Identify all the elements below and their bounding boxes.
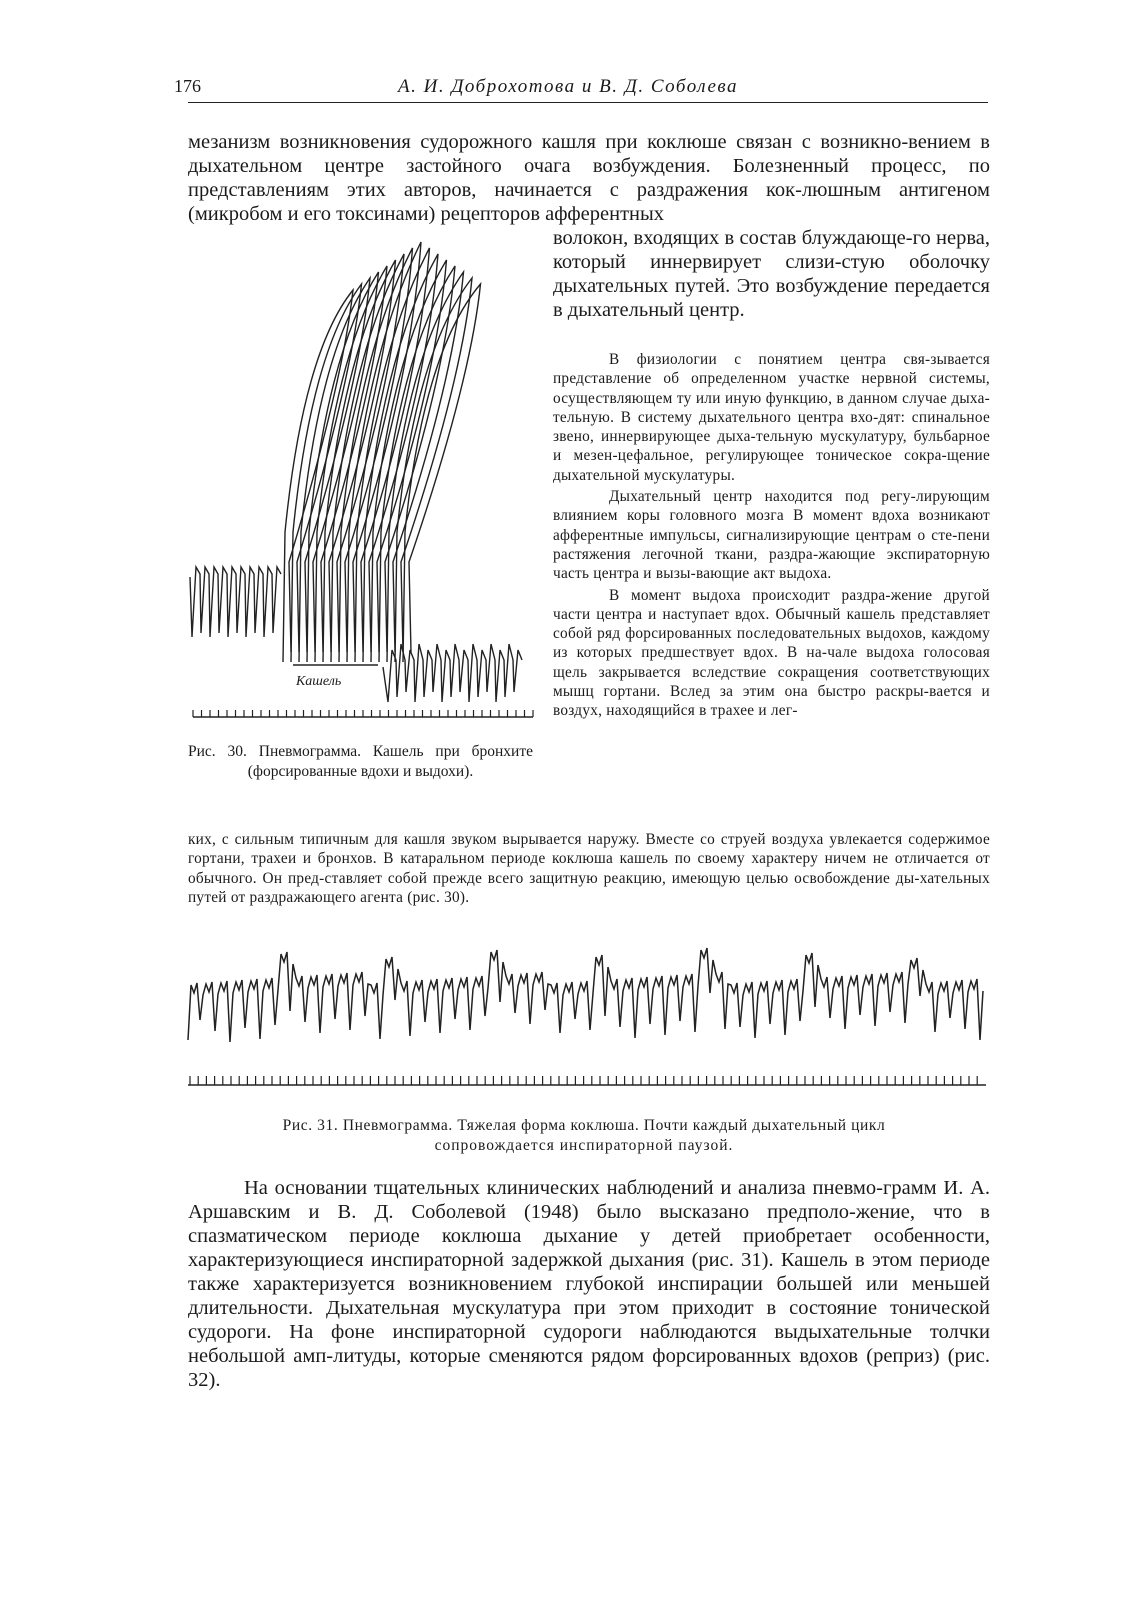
cough-label: Кашель [296, 674, 342, 689]
figure-31 [186, 930, 990, 1090]
page-number: 176 [174, 76, 201, 96]
figure-31-caption [176, 1116, 992, 1155]
small-paragraph-2: Дыхательный центр находится под регу-лирующим влиянием коры головного мозга В момент вдоха возникают афферентные импульсы, сигнализирующие центрам о сте-пени растяжения легочной ткани, раздра-жающие экспираторную часть центра и вызы-вающие акт выдоха. [553, 488, 990, 583]
small-paragraph-3: В момент выдоха происходит раздра-жение другой части центра и наступает вдох. Обычный кашель представляет собой ряд форсированных последовательных выдохов, каждому из которых предшествует вдох. В на-чале выдоха голосовая щель закрывается вследствие сокращения соответствующих мышц гортани. Вслед за этим она быстро раскры-вается и воздух, находящийся в трахее и лег- [553, 586, 990, 720]
pneumogram-30 [188, 232, 538, 732]
figure-31-caption-line-1: Рис. 31. Пневмограмма. Тяжелая форма коклюша. Почти каждый дыхательный цикл [282, 1117, 886, 1134]
running-header [174, 74, 988, 103]
right-column-small-text [553, 350, 990, 721]
intro-continuation: волокон, входящих в состав блуждающе-го нерва, который иннервирует слизи-стую оболочку дыхательных путей. Это возбуждение передается в дыхательный центр. [553, 227, 990, 321]
intro-paragraph: мезанизм возникновения судорожного кашля при коклюше связан с возникно-вением в дыхательном центре застойного очага возбуждения. Болезненный процесс, по представлениям этих авторов, начинается с раздражения кок-люшным антигеном (микробом и его токсинами) рецепторов афферентных [188, 131, 990, 225]
small-continuation: ких, с сильным типичным для кашля звуком вырывается наружу. Вместе со струей воздуха увлекается содержимое гортани, трахеи и бронхов. В катаральном периоде коклюша кашель по своему характеру ничем не отличается от обычного. Он пред-ставляет собой прежде всего защитную реакцию, имеющую целью освобождение ды-хательных путей от раздражающего агента (рис. 30). [188, 831, 990, 906]
figure-30 [188, 232, 538, 732]
figure-31-caption-line-2: сопровождается инспираторной паузой. [434, 1136, 734, 1154]
final-paragraph: На основании тщательных клинических наблюдений и анализа пневмо-грамм И. А. Аршавским и В. Д. Соболевой (1948) было высказано предполо-жение, что в спазматическом периоде коклюша дыхание у детей приобретает особенности, характеризующиеся инспираторной задержкой дыхания (рис. 31). Кашель в этом периоде также характеризуется возникновением глубокой инспирации большей или меньшей длительности. Дыхательная мускулатура при этом приходит в состояние тонической судороги. На фоне инспираторной судороги наблюдаются выдыхательные толчки небольшой амп-литуды, которые сменяются рядом форсированных вдохов (реприз) (рис. 32). [188, 1177, 990, 1391]
pneumogram-31 [186, 930, 990, 1090]
running-title: А. И. Доброхотова и В. Д. Соболева [398, 76, 739, 97]
figure-30-caption: Рис. 30. Пневмограмма. Кашель при бронхите (форсированные вдохи и выдохи). [188, 743, 533, 780]
small-paragraph-1: В физиологии с понятием центра свя-зывается представление об определенном участке нервной системы, осуществляющем ту или иную функцию, в данном случае дыха-тельную. В систему дыхательного центра вхо-дят: спинальное звено, иннервирующее дыха-тельную мускулатуру, бульбарное и мезен-цефальное, регулирующее тоническое сокра-щение дыхательной мускулатуры. [553, 351, 990, 484]
